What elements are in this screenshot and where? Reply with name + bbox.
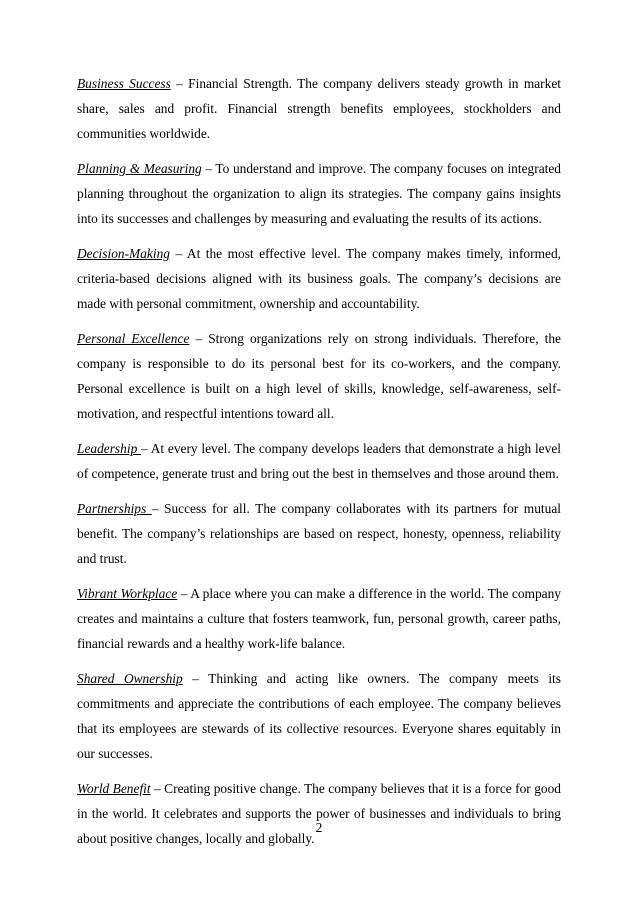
term-personal-excellence: Personal Excellence [77,331,190,346]
term-world-benefit: World Benefit [77,781,151,796]
paragraph-text: – Thinking and acting like owners. The company meets its commitments and appreciate the contributions of each employee. The company believes that its employees are stewards of its collective resources. Everyone shares equitably in our successes. [77,671,561,761]
paragraph-personal-excellence [77,326,561,426]
paragraph-text: – At the most effective level. The company makes timely, informed, criteria-based decisions aligned with its business goals. The company’s decisions are made with personal commitment, ownership and accountability. [77,246,561,311]
paragraph-world-benefit [77,776,561,851]
document-body [77,71,561,861]
paragraph-text: – Success for all. The company collaborates with its partners for mutual benefit. The company’s relationships are based on respect, honesty, openness, reliability and trust. [77,501,561,566]
paragraph-decision-making [77,241,561,316]
paragraph-shared-ownership [77,666,561,766]
paragraph-text: – Strong organizations rely on strong individuals. Therefore, the company is responsible to do its personal best for its co-workers, and the company. Personal excellence is built on a high level of skills, knowledge, self-awareness, self-motivation, and respectful intentions toward all. [77,331,561,421]
term-leadership: Leadership [77,441,142,456]
paragraph-planning-measuring [77,156,561,231]
page-number: 2 [315,820,323,835]
paragraph-text: – A place where you can make a difference in the world. The company creates and maintains a culture that fosters teamwork, fun, personal growth, career paths, financial rewards and a healthy work-life balance. [77,586,561,651]
term-shared-ownership: Shared Ownership [77,671,183,686]
paragraph-text: – Financial Strength. The company delivers steady growth in market share, sales and profit. Financial strength benefits employees, stockholders and communities worldwide. [77,76,561,141]
paragraph-business-success [77,71,561,146]
term-business-success: Business Success [77,76,171,91]
paragraph-text: – Creating positive change. The company believes that it is a force for good in the world. It celebrates and supports the power of businesses and individuals to bring about positive changes, locally and globally. [77,781,561,846]
paragraph-partnerships [77,496,561,571]
term-vibrant-workplace: Vibrant Workplace [77,586,178,601]
term-planning-measuring: Planning & Measuring [77,161,202,176]
paragraph-text: – To understand and improve. The company focuses on integrated planning throughout the organization to align its strategies. The company gains insights into its successes and challenges by measuring and evaluating the results of its actions. [77,161,561,226]
paragraph-leadership [77,436,561,486]
term-partnerships: Partnerships [77,501,152,516]
paragraph-vibrant-workplace [77,581,561,656]
paragraph-text: – At every level. The company develops leaders that demonstrate a high level of competence, generate trust and bring out the best in themselves and those around them. [77,441,561,481]
term-decision-making: Decision-Making [77,246,170,261]
